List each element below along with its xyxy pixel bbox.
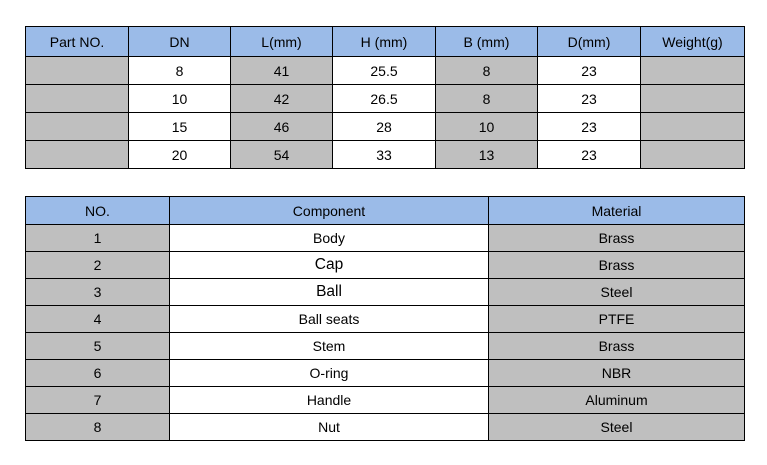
component-cell: Body — [170, 225, 489, 252]
weight-cell — [641, 141, 745, 169]
no-cell: 7 — [26, 387, 170, 414]
table-row — [26, 306, 745, 333]
component-cell: Handle — [170, 387, 489, 414]
material-cell: Brass — [489, 252, 745, 279]
table-row — [26, 333, 745, 360]
component-cell: Stem — [170, 333, 489, 360]
length-cell: 46 — [231, 113, 333, 141]
table-row — [26, 252, 745, 279]
part-no-cell — [26, 113, 129, 141]
spec-header-row — [26, 27, 745, 57]
b-cell: 8 — [436, 85, 538, 113]
height-cell: 26.5 — [333, 85, 436, 113]
component-cell: O-ring — [170, 360, 489, 387]
material-cell: Aluminum — [489, 387, 745, 414]
spec-table — [25, 26, 745, 169]
component-cell: Ball — [170, 279, 489, 306]
no-cell: 8 — [26, 414, 170, 441]
material-cell: Brass — [489, 333, 745, 360]
weight-cell — [641, 113, 745, 141]
height-cell: 33 — [333, 141, 436, 169]
no-cell: 6 — [26, 360, 170, 387]
no-cell: 1 — [26, 225, 170, 252]
table-row — [26, 113, 745, 141]
header-length: L(mm) — [231, 27, 333, 57]
d-cell: 23 — [538, 113, 641, 141]
no-cell: 2 — [26, 252, 170, 279]
table-row — [26, 85, 745, 113]
weight-cell — [641, 57, 745, 85]
dn-cell: 15 — [129, 113, 231, 141]
material-cell: Brass — [489, 225, 745, 252]
header-d: D(mm) — [538, 27, 641, 57]
table-row — [26, 57, 745, 85]
no-cell: 3 — [26, 279, 170, 306]
length-cell: 41 — [231, 57, 333, 85]
part-no-cell — [26, 57, 129, 85]
table-row — [26, 360, 745, 387]
components-header-row — [26, 197, 745, 225]
d-cell: 23 — [538, 85, 641, 113]
material-cell: PTFE — [489, 306, 745, 333]
no-cell: 4 — [26, 306, 170, 333]
d-cell: 23 — [538, 141, 641, 169]
material-cell: Steel — [489, 279, 745, 306]
length-cell: 54 — [231, 141, 333, 169]
table-row — [26, 141, 745, 169]
dn-cell: 10 — [129, 85, 231, 113]
height-cell: 25.5 — [333, 57, 436, 85]
b-cell: 13 — [436, 141, 538, 169]
no-cell: 5 — [26, 333, 170, 360]
b-cell: 8 — [436, 57, 538, 85]
header-part-no: Part NO. — [26, 27, 129, 57]
material-cell: NBR — [489, 360, 745, 387]
header-b: B (mm) — [436, 27, 538, 57]
part-no-cell — [26, 85, 129, 113]
component-cell: Cap — [170, 252, 489, 279]
height-cell: 28 — [333, 113, 436, 141]
dn-cell: 20 — [129, 141, 231, 169]
dn-cell: 8 — [129, 57, 231, 85]
table-row — [26, 279, 745, 306]
header-height: H (mm) — [333, 27, 436, 57]
material-cell: Steel — [489, 414, 745, 441]
d-cell: 23 — [538, 57, 641, 85]
part-no-cell — [26, 141, 129, 169]
header-no: NO. — [26, 197, 170, 225]
length-cell: 42 — [231, 85, 333, 113]
header-material: Material — [489, 197, 745, 225]
table-row — [26, 225, 745, 252]
header-dn: DN — [129, 27, 231, 57]
header-weight: Weight(g) — [641, 27, 745, 57]
header-component: Component — [170, 197, 489, 225]
table-row — [26, 414, 745, 441]
b-cell: 10 — [436, 113, 538, 141]
weight-cell — [641, 85, 745, 113]
components-table — [25, 196, 745, 441]
component-cell: Ball seats — [170, 306, 489, 333]
component-cell: Nut — [170, 414, 489, 441]
table-row — [26, 387, 745, 414]
